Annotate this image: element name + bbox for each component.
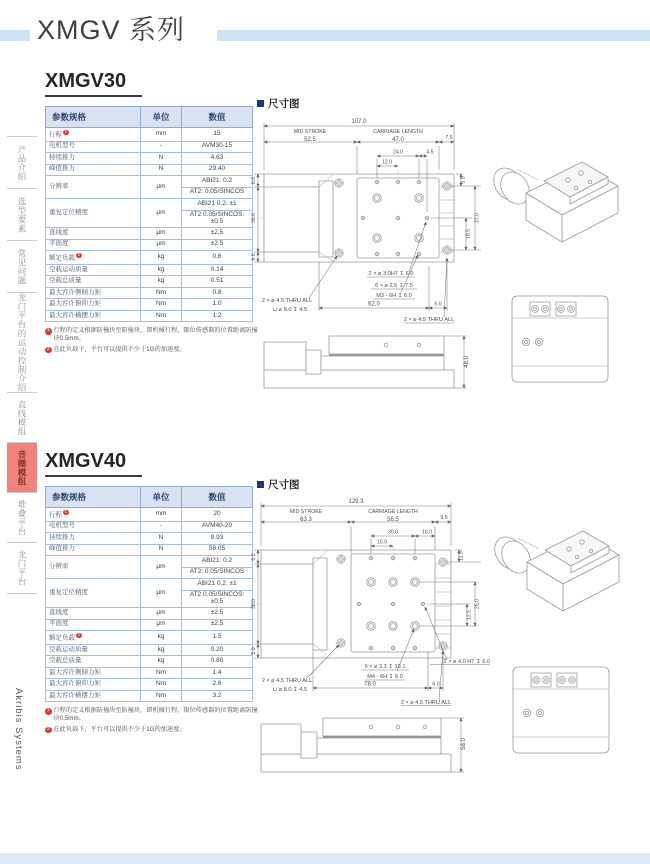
dim-left-bot: 6.0 xyxy=(251,253,257,261)
table-row: 额定负载 2 kg 1.5 xyxy=(46,631,253,645)
xmgv40-isometric-view xyxy=(489,531,619,611)
dim-right-a: 37.0 xyxy=(474,212,481,224)
dim-hole-span-inner: 12.0 xyxy=(381,159,393,166)
table-header-row: 参数规格 单位 数值 xyxy=(46,107,253,128)
xmgv30-spec-table xyxy=(45,106,253,322)
dim-mid-stroke-label: MID STROKE xyxy=(289,509,323,515)
square-bullet-icon xyxy=(257,481,264,488)
dim-left-mid: 36.0 xyxy=(251,212,257,224)
note-thread: M3 - 6H ↧ 6.0 xyxy=(376,293,412,299)
note-pin-holes: 2 × ⌀ 4.0 H7 ↧ 6.0 xyxy=(443,659,490,665)
table-row: 电机型号 - AVM30-15 xyxy=(46,141,253,153)
xmgv30-top-view xyxy=(259,170,461,266)
sidebar-item-linear-module[interactable]: 直线模组 xyxy=(7,392,37,442)
table-row: 持续推力 N 4.63 xyxy=(46,153,253,165)
square-bullet-icon xyxy=(257,100,264,107)
note-cbore-left: ⊔ ⌀ 8.0 ↧ 4.5 xyxy=(272,687,308,693)
table-row: AT2: 0.05/SINCOS xyxy=(46,567,253,579)
table-row: 分辨率 μm ABI21: 0.2 xyxy=(46,556,253,568)
table-row: 最大容许横摆力矩 Nm 3.2 xyxy=(46,690,253,702)
xmgv40-side-view xyxy=(261,718,451,772)
dim-left-top: 6.0 xyxy=(251,176,257,185)
sidebar-item-stacked-stage[interactable]: 堆叠平台 xyxy=(7,492,37,542)
table-row: 直线度 μm ±2.5 xyxy=(46,228,253,240)
table-row: 峰值推力 N 29.40 xyxy=(46,164,253,176)
dim-left-bot: 5.0 xyxy=(251,647,257,655)
xmgv40-dimension-drawing xyxy=(251,492,491,784)
dim-right-b: 18.5 xyxy=(465,228,472,240)
dim-hole-span: 24.0 xyxy=(392,149,404,156)
footnote-marker: 2 xyxy=(46,346,50,352)
sidebar-item-gantry-motion-control[interactable]: 龙门平台的运动控制介绍 xyxy=(7,292,37,392)
sidebar-item-selection[interactable]: 选型要素 xyxy=(7,188,37,240)
table-row: 最大容许侧倾力矩 Nm 0.8 xyxy=(46,287,253,299)
dim-base-right: 6.0 xyxy=(432,681,440,688)
xmgv30-3d-views xyxy=(486,136,626,388)
dim-carriage: 56.5 xyxy=(387,517,399,523)
table-row: AT2: 0.05/SINCOS xyxy=(46,187,253,199)
dim-overall: 107.0 xyxy=(351,119,367,125)
dim-height: 48.0 xyxy=(464,356,470,368)
footnote-text: 在此负载下，平台可以提供不少于1G的加速度。 xyxy=(53,725,186,733)
title-bar-right xyxy=(217,30,650,41)
note-thru-right: 2 × ⌀ 4.5 THRU ALL xyxy=(400,700,452,706)
xmgv30-dimension-section-label: 尺寸图 xyxy=(257,96,300,111)
table-row: 最大容许侧倾力矩 Nm 1.4 xyxy=(46,667,253,679)
sidebar-item-gantry-stage[interactable]: 龙门平台 xyxy=(7,542,37,594)
xmgv30-dimension-drawing xyxy=(251,112,491,394)
dim-left-top: 5.0 xyxy=(251,553,257,561)
table-row: 平面度 μm ±2.5 xyxy=(46,619,253,631)
footnote-marker: 1 xyxy=(46,328,50,334)
table-row: 行程 1 mm 20 xyxy=(46,508,253,522)
footnote-marker: 1 xyxy=(46,708,50,714)
dim-top-edge: 5.5 xyxy=(460,176,467,184)
sidebar-item-faq[interactable]: 常见问题 xyxy=(7,240,37,292)
dim-right-offset: 9.5 xyxy=(440,515,448,521)
dim-right-a: 25.0 xyxy=(474,598,481,610)
note-cbore-left: ⊔ ⌀ 8.0 ↧ 4.5 xyxy=(272,307,308,313)
table-row: 峰值推力 N 58.05 xyxy=(46,544,253,556)
table-row: 空载运动质量 kg 0.14 xyxy=(46,264,253,276)
table-row: 电机型号 - AVM40-20 xyxy=(46,521,253,533)
note-tap-holes: 6 × ⌀ 2.5 ↧ 7.5 xyxy=(375,283,413,289)
table-row: 行程 1 mm 15 xyxy=(46,128,253,142)
table-row: AT2 0.05/SINCOS: ±0.5 xyxy=(46,590,253,608)
bottom-accent-bar xyxy=(0,853,650,864)
dim-hole-span-inner: 15.0 xyxy=(376,539,388,546)
xmgv40-dimension-section-label: 尺寸图 xyxy=(257,477,300,492)
table-row: 重复定位精度 μm ABI21 0.2: ±1 xyxy=(46,579,253,591)
dim-top-edge: 11.5 xyxy=(458,551,465,561)
dim-carriage: 47.0 xyxy=(392,137,404,143)
sidebar-item-voice-coil-module[interactable]: 音圈模组 xyxy=(7,442,37,492)
table-header-row: 参数规格 单位 数值 xyxy=(46,487,253,508)
section-title-xmgv40: XMGV40 xyxy=(45,450,142,477)
xmgv40-rear-view xyxy=(513,667,609,753)
sidebar-item-product-intro[interactable]: 产品介绍 xyxy=(7,136,37,188)
dim-mid-stroke: 63.3 xyxy=(300,517,312,523)
dim-overall: 129.3 xyxy=(348,499,364,505)
dim-mid-stroke-label: MID STROKE xyxy=(293,129,327,135)
table-row: 空载运动质量 kg 0.20 xyxy=(46,644,253,656)
table-row: 最大容许俯仰力矩 Nm 2.6 xyxy=(46,679,253,691)
footnote-text: 行程的定义根据防撞块至防撞块，即机械行程，限位传感器的位置距离防撞块0.5mm。 xyxy=(53,327,258,343)
table-row: 空载总质量 kg 0.51 xyxy=(46,276,253,288)
footnote-text: 在此负载下，平台可以提供不少于1G的加速度。 xyxy=(53,345,186,353)
note-tap-holes: 6 × ⌀ 3.3 ↧ 10.1 xyxy=(364,664,406,670)
note-thru-right: 2 × ⌀ 4.5 THRU ALL xyxy=(403,317,455,323)
note-pin-holes: 2 × ⌀ 3.0H7 ↧ 6.0 xyxy=(368,271,414,277)
table-row: 空载总质量 kg 0.80 xyxy=(46,656,253,668)
table-row: 平面度 μm ±2.5 xyxy=(46,239,253,251)
xmgv40-top-view xyxy=(256,546,459,658)
footnote-marker: 1 xyxy=(64,129,67,135)
table-row: 重复定位精度 μm ABI21 0.2: ±1 xyxy=(46,199,253,211)
xmgv40-footnotes xyxy=(45,707,263,736)
footnote-marker: 2 xyxy=(46,726,50,732)
xmgv30-isometric-view xyxy=(488,162,618,242)
footnote-marker: 2 xyxy=(77,632,80,638)
brand-vertical-text: Akribis Systems xyxy=(13,688,24,771)
table-row: 最大容许横摆力矩 Nm 1.2 xyxy=(46,310,253,322)
title-bar-left xyxy=(0,30,30,41)
dim-hole-span: 30.0 xyxy=(387,529,399,536)
page-title: XMGV 系列 xyxy=(37,15,186,45)
table-row: 最大容许俯仰力矩 Nm 1.0 xyxy=(46,299,253,311)
dim-edge: 16.0 xyxy=(421,529,433,536)
dim-edge: 4.5 xyxy=(426,149,434,156)
xmgv30-footnotes xyxy=(45,327,263,356)
note-thru-left: 2 × ⌀ 4.5 THRU ALL xyxy=(261,298,313,304)
table-row: 持续推力 N 9.93 xyxy=(46,533,253,545)
footnote-marker: 2 xyxy=(77,252,80,258)
dim-base-span: 62.0 xyxy=(368,301,380,308)
xmgv30-side-view xyxy=(264,336,454,388)
dim-left-mid: 38.0 xyxy=(251,598,257,610)
footnote-marker: 1 xyxy=(64,509,67,515)
xmgv40-3d-views xyxy=(487,505,627,760)
dim-carriage-label: CARRIAGE LENGTH xyxy=(368,509,418,515)
dim-base-span: 78.0 xyxy=(364,681,376,688)
dim-carriage-label: CARRIAGE LENGTH xyxy=(373,129,423,135)
table-row: 额定负载 2 kg 0.6 xyxy=(46,251,253,265)
footnote-text: 行程的定义根据防撞块至防撞块，即机械行程，限位传感器的位置距离防撞块0.5mm。 xyxy=(53,707,258,723)
table-row: 分辨率 μm ABI21: 0.2 xyxy=(46,176,253,188)
dim-right-b: 12.5 xyxy=(466,609,473,621)
table-row: AT2 0.05/SINCOS: ±0.5 xyxy=(46,210,253,228)
section-title-xmgv30: XMGV30 xyxy=(45,70,142,97)
xmgv30-rear-view xyxy=(512,296,608,382)
dim-base-right: 5.0 xyxy=(434,301,442,308)
xmgv40-spec-table xyxy=(45,486,253,702)
side-nav xyxy=(7,136,37,594)
dim-height: 58.0 xyxy=(461,738,467,750)
table-row: 直线度 μm ±2.5 xyxy=(46,608,253,620)
note-thru-left: 2 × ⌀ 4.5 THRU ALL xyxy=(261,678,313,684)
note-thread: M4 - 6H ↧ 8.0 xyxy=(367,674,403,680)
dim-mid-stroke: 52.5 xyxy=(304,137,316,143)
dim-right-offset: 7.5 xyxy=(445,135,453,141)
